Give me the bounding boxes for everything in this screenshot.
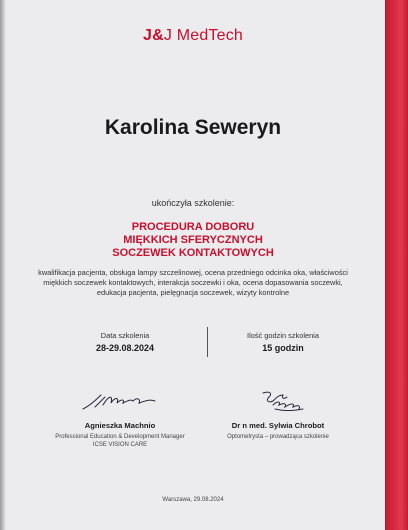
training-date-value: 28-29.08.2024: [95, 343, 155, 353]
signature-left-image: [75, 389, 165, 415]
signature-block-left: [55, 389, 185, 449]
training-hours-label: Ilość godzin szkolenia: [247, 331, 319, 340]
completed-label: ukończyła szkolenie:: [151, 198, 235, 208]
jj-medtech-logo: J&J MedTech: [142, 27, 244, 44]
training-date-block: [60, 331, 190, 353]
signer-left-name: Agnieszka Machnio: [84, 421, 156, 430]
course-description: kwalifikacja pacjenta, obsługa lampy szczelinowej, ocena przedniego odcinka oka, właściwości miękkich soczewek kontaktowych, interakcja soczewki i oka, ocena dopasowania soczewki, edukacja pacjenta, pielęgnacja soczewek, wizyty kontrolne: [38, 268, 348, 298]
training-hours-block: [218, 331, 348, 353]
signature-block-right: [208, 389, 348, 441]
paper-shadow: [0, 0, 6, 530]
red-side-band: [386, 0, 408, 530]
course-title-line: PROCEDURA DOBORU: [131, 221, 255, 233]
signer-right-role: Optometrystа – prowadząca szkolenie: [227, 434, 329, 440]
signer-right-name: Dr n med. Sylwia Chrobot: [231, 421, 325, 430]
info-divider: [207, 327, 208, 357]
training-date-label: Data szkolenia: [100, 331, 150, 340]
course-title-line: MIĘKKICH SFERYCZNYCH: [123, 234, 263, 246]
place-date: Warszawa, 29.08.2024: [162, 497, 224, 503]
course-title: [0, 221, 386, 260]
signature-right-image: [233, 389, 323, 415]
course-title-line: SOCZEWEK KONTAKTOWYCH: [112, 247, 274, 259]
training-hours-value: 15 godzin: [262, 343, 304, 353]
signer-left-role: Professional Education & Development Manager ICSE VISION CARE: [55, 434, 185, 448]
participant-name: Karolina Seweryn: [104, 116, 282, 139]
